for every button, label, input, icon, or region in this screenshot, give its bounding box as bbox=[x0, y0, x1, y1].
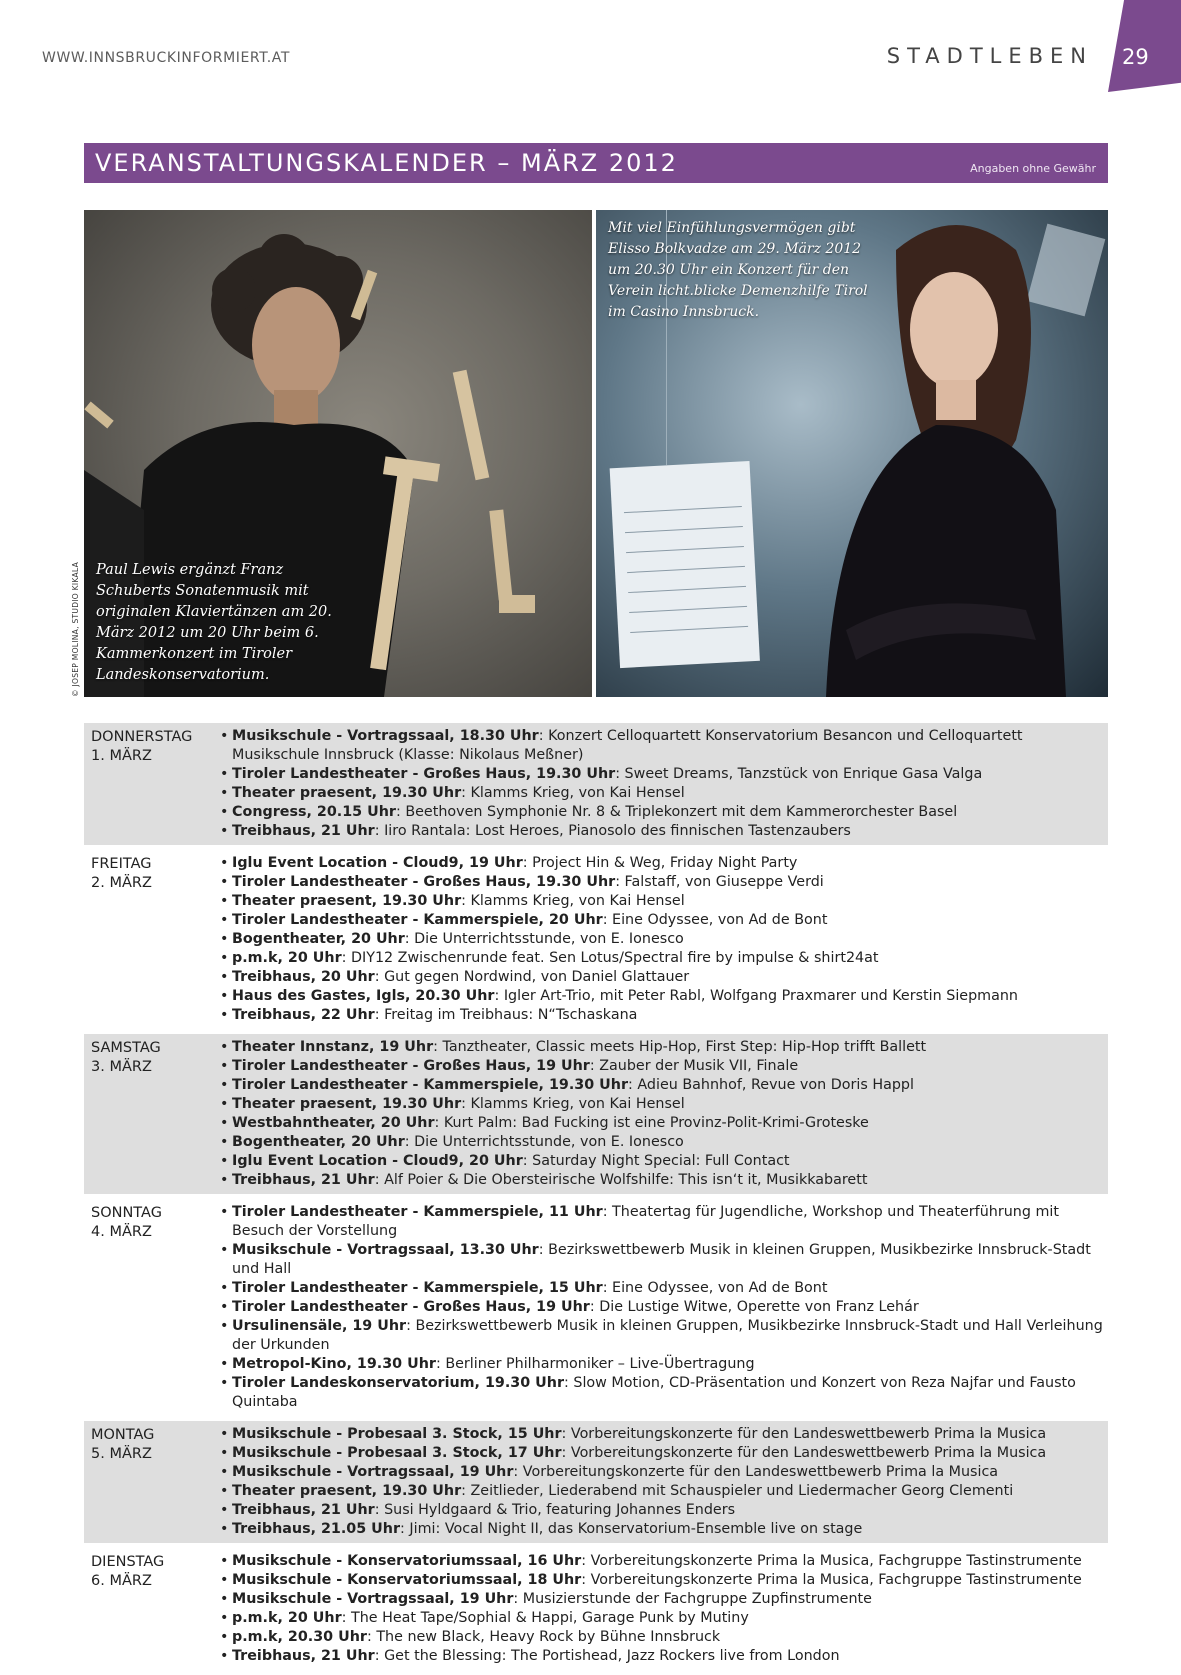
event-venue-time: Musikschule - Probesaal 3. Stock, 17 Uhr bbox=[232, 1445, 562, 1461]
event-venue-time: Musikschule - Vortragssaal, 19 Uhr bbox=[232, 1591, 514, 1607]
event-venue-time: p.m.k, 20 Uhr bbox=[232, 1610, 342, 1626]
event-venue-time: Tiroler Landestheater - Kammerspiele, 15 Uhr bbox=[232, 1280, 603, 1296]
event-description: : Susi Hyldgaard & Trio, featuring Johannes Enders bbox=[374, 1502, 736, 1518]
event-list bbox=[84, 1425, 1108, 1539]
photo-credit: © JOSEP MOLINA, STUDIO KIKALA bbox=[71, 561, 80, 697]
event-item bbox=[220, 1374, 1108, 1412]
photo-caption-right: Mit viel Einfühlungsvermögen gibt Elisso Bolkvadze am 29. März 2012 um 20.30 Uhr ein Konzert für den Verein licht.blicke Demenzhilfe Tirol im Casino Innsbruck. bbox=[608, 220, 868, 320]
event-item bbox=[220, 1590, 1108, 1609]
day-date: 1. MÄRZ bbox=[91, 748, 152, 764]
event-venue-time: Musikschule - Vortragssaal, 13.30 Uhr bbox=[232, 1242, 539, 1258]
section-title: STADTLEBEN bbox=[886, 44, 1093, 68]
event-item bbox=[220, 968, 1108, 987]
day-weekday: SAMSTAG bbox=[91, 1040, 161, 1056]
event-description: : Falstaff, von Giuseppe Verdi bbox=[615, 874, 824, 890]
event-venue-time: Theater praesent, 19.30 Uhr bbox=[232, 1096, 462, 1112]
event-description: : Iiro Rantala: Lost Heroes, Pianosolo des finnischen Tastenzaubers bbox=[374, 823, 851, 839]
day-block bbox=[84, 850, 1108, 1029]
event-venue-time: p.m.k, 20.30 Uhr bbox=[232, 1629, 367, 1645]
event-description: : Bezirkswettbewerb Musik in kleinen Gruppen, Musikbezirke Innsbruck-Stadt und Hall Verleihung der Urkunden bbox=[232, 1318, 1103, 1353]
event-item bbox=[220, 1520, 1108, 1539]
event-item bbox=[220, 1057, 1108, 1076]
event-item bbox=[220, 765, 1108, 784]
event-description: : Sweet Dreams, Tanzstück von Enrique Gasa Valga bbox=[615, 766, 983, 782]
event-item bbox=[220, 1076, 1108, 1095]
day-weekday: SONNTAG bbox=[91, 1205, 162, 1221]
photo-caption-left: Paul Lewis ergänzt Franz Schuberts Sonatenmusik mit originalen Klaviertänzen am 20. März 2012 um 20 Uhr beim 6. Kammerkonzert im Tiroler Landeskonservatorium. bbox=[96, 562, 332, 683]
event-item bbox=[220, 1133, 1108, 1152]
event-list bbox=[84, 854, 1108, 1025]
event-item bbox=[220, 1552, 1108, 1571]
event-venue-time: p.m.k, 20 Uhr bbox=[232, 950, 342, 966]
event-description: : Igler Art-Trio, mit Peter Rabl, Wolfgang Praxmarer und Kerstin Siepmann bbox=[494, 988, 1018, 1004]
event-item bbox=[220, 1609, 1108, 1628]
event-description: : Beethoven Symphonie Nr. 8 & Triplekonzert mit dem Kammerorchester Basel bbox=[395, 804, 958, 820]
day-date: 3. MÄRZ bbox=[91, 1059, 152, 1075]
event-description: : DIY12 Zwischenrunde feat. Sen Lotus/Spectral fire by impulse & shirt24at bbox=[341, 950, 879, 966]
event-venue-time: Tiroler Landestheater - Kammerspiele, 19.30 Uhr bbox=[232, 1077, 629, 1093]
day-weekday: FREITAG bbox=[91, 856, 152, 872]
event-description: : Kurt Palm: Bad Fucking ist eine Provinz-Polit-Krimi-Groteske bbox=[434, 1115, 869, 1131]
event-item bbox=[220, 1114, 1108, 1133]
day-block bbox=[84, 723, 1108, 845]
event-description: : Musizierstunde der Fachgruppe Zupfinstrumente bbox=[513, 1591, 872, 1607]
event-list bbox=[84, 727, 1108, 841]
event-venue-time: Musikschule - Vortragssaal, 19 Uhr bbox=[232, 1464, 514, 1480]
event-venue-time: Haus des Gastes, Igls, 20.30 Uhr bbox=[232, 988, 495, 1004]
day-block bbox=[84, 1199, 1108, 1416]
event-item bbox=[220, 784, 1108, 803]
event-item bbox=[220, 1501, 1108, 1520]
event-item bbox=[220, 911, 1108, 930]
event-venue-time: Tiroler Landestheater - Großes Haus, 19.30 Uhr bbox=[232, 874, 616, 890]
event-venue-time: Musikschule - Konservatoriumssaal, 18 Uhr bbox=[232, 1572, 582, 1588]
event-venue-time: Treibhaus, 21.05 Uhr bbox=[232, 1521, 401, 1537]
event-venue-time: Bogentheater, 20 Uhr bbox=[232, 1134, 405, 1150]
event-item bbox=[220, 1203, 1108, 1241]
event-item bbox=[220, 1152, 1108, 1171]
event-description: : Berliner Philharmoniker – Live-Übertragung bbox=[435, 1356, 755, 1372]
day-date: 5. MÄRZ bbox=[91, 1446, 152, 1462]
event-venue-time: Iglu Event Location - Cloud9, 19 Uhr bbox=[232, 855, 523, 871]
event-venue-time: Treibhaus, 20 Uhr bbox=[232, 969, 375, 985]
site-url: WWW.INNSBRUCKINFORMIERT.AT bbox=[42, 50, 291, 66]
event-description: : Vorbereitungskonzerte Prima la Musica, Fachgruppe Tastinstrumente bbox=[581, 1572, 1082, 1588]
event-item bbox=[220, 1355, 1108, 1374]
event-venue-time: Theater Innstanz, 19 Uhr bbox=[232, 1039, 434, 1055]
event-item bbox=[220, 1482, 1108, 1501]
day-date: 2. MÄRZ bbox=[91, 875, 152, 891]
event-item bbox=[220, 1425, 1108, 1444]
event-item bbox=[220, 1171, 1108, 1190]
event-item bbox=[220, 1241, 1108, 1279]
event-list bbox=[84, 1203, 1108, 1412]
event-item bbox=[220, 1647, 1108, 1666]
calendar-banner bbox=[84, 143, 1108, 183]
event-item bbox=[220, 822, 1108, 841]
event-description: : Vorbereitungskonzerte für den Landeswettbewerb Prima la Musica bbox=[513, 1464, 999, 1480]
day-label bbox=[91, 1204, 211, 1242]
event-venue-time: Treibhaus, 21 Uhr bbox=[232, 1502, 375, 1518]
event-description: : The Heat Tape/Sophial & Happi, Garage Punk by Mutiny bbox=[341, 1610, 749, 1626]
event-description: : Theatertag für Jugendliche, Workshop und Theaterführung mit Besuch der Vorstellung bbox=[232, 1204, 1059, 1239]
event-description: : Die Unterrichtsstunde, von E. Ionesco bbox=[404, 1134, 684, 1150]
event-item bbox=[220, 949, 1108, 968]
event-item bbox=[220, 1463, 1108, 1482]
day-date: 6. MÄRZ bbox=[91, 1573, 152, 1589]
event-description: : Saturday Night Special: Full Contact bbox=[522, 1153, 790, 1169]
event-description: : Slow Motion, CD-Präsentation und Konzert von Reza Najfar und Fausto Quintaba bbox=[232, 1375, 1076, 1410]
event-description: : Die Lustige Witwe, Operette von Franz Lehár bbox=[589, 1299, 919, 1315]
event-description: : Konzert Celloquartett Konservatorium Besancon und Celloquartett Musikschule Innsbruck (Klasse: Nikolaus Meßner) bbox=[232, 728, 1023, 763]
event-venue-time: Theater praesent, 19.30 Uhr bbox=[232, 893, 462, 909]
day-weekday: MONTAG bbox=[91, 1427, 155, 1443]
photo-elisso-bolkvadze bbox=[596, 210, 1108, 697]
event-venue-time: Treibhaus, 22 Uhr bbox=[232, 1007, 375, 1023]
event-item bbox=[220, 1038, 1108, 1057]
event-description: : Die Unterrichtsstunde, von E. Ionesco bbox=[404, 931, 684, 947]
event-description: : Get the Blessing: The Portishead, Jazz Rockers live from London bbox=[374, 1648, 840, 1664]
event-description: : Vorbereitungskonzerte Prima la Musica, Fachgruppe Tastinstrumente bbox=[581, 1553, 1082, 1569]
event-description: : Alf Poier & Die Obersteirische Wolfshilfe: This isn‘t it, Musikkabarett bbox=[374, 1172, 868, 1188]
event-description: : Freitag im Treibhaus: N“Tschaskana bbox=[374, 1007, 638, 1023]
day-label bbox=[91, 855, 211, 893]
event-description: : Tanztheater, Classic meets Hip-Hop, First Step: Hip-Hop trifft Ballett bbox=[433, 1039, 927, 1055]
event-venue-time: Treibhaus, 21 Uhr bbox=[232, 1172, 375, 1188]
day-label bbox=[91, 1426, 211, 1464]
event-item bbox=[220, 854, 1108, 873]
event-list bbox=[84, 1038, 1108, 1190]
event-description: : Zeitlieder, Liederabend mit Schauspieler und Liedermacher Georg Clementi bbox=[461, 1483, 1014, 1499]
event-item bbox=[220, 1095, 1108, 1114]
event-item bbox=[220, 1279, 1108, 1298]
event-item bbox=[220, 727, 1108, 765]
event-venue-time: Tiroler Landestheater - Kammerspiele, 20 Uhr bbox=[232, 912, 603, 928]
event-item bbox=[220, 803, 1108, 822]
event-venue-time: Musikschule - Probesaal 3. Stock, 15 Uhr bbox=[232, 1426, 562, 1442]
event-venue-time: Musikschule - Vortragssaal, 18.30 Uhr bbox=[232, 728, 539, 744]
photo-paul-lewis bbox=[84, 210, 592, 697]
event-item bbox=[220, 1444, 1108, 1463]
event-venue-time: Tiroler Landestheater - Großes Haus, 19 Uhr bbox=[232, 1058, 590, 1074]
event-item bbox=[220, 930, 1108, 949]
event-item bbox=[220, 873, 1108, 892]
event-venue-time: Metropol-Kino, 19.30 Uhr bbox=[232, 1356, 436, 1372]
banner-disclaimer: Angaben ohne Gewähr bbox=[970, 162, 1096, 175]
event-description: : Adieu Bahnhof, Revue von Doris Happl bbox=[628, 1077, 914, 1093]
event-venue-time: Ursulinensäle, 19 Uhr bbox=[232, 1318, 407, 1334]
event-calendar bbox=[84, 723, 1108, 1675]
day-block bbox=[84, 1421, 1108, 1543]
event-description: : Vorbereitungskonzerte für den Landeswettbewerb Prima la Musica bbox=[561, 1426, 1047, 1442]
day-label bbox=[91, 1039, 211, 1077]
event-list bbox=[84, 1552, 1108, 1666]
event-description: : Zauber der Musik VII, Finale bbox=[589, 1058, 799, 1074]
event-venue-time: Tiroler Landestheater - Großes Haus, 19 Uhr bbox=[232, 1299, 590, 1315]
day-weekday: DIENSTAG bbox=[91, 1554, 165, 1570]
event-venue-time: Theater praesent, 19.30 Uhr bbox=[232, 1483, 462, 1499]
event-description: : Vorbereitungskonzerte für den Landeswettbewerb Prima la Musica bbox=[561, 1445, 1047, 1461]
event-description: : Eine Odyssee, von Ad de Bont bbox=[602, 1280, 828, 1296]
event-description: : Klamms Krieg, von Kai Hensel bbox=[461, 893, 685, 909]
page-number: 29 bbox=[1122, 45, 1149, 69]
event-item bbox=[220, 1317, 1108, 1355]
day-block bbox=[84, 1548, 1108, 1670]
day-label bbox=[91, 728, 211, 766]
event-description: : The new Black, Heavy Rock by Bühne Innsbruck bbox=[366, 1629, 721, 1645]
event-venue-time: Tiroler Landeskonservatorium, 19.30 Uhr bbox=[232, 1375, 565, 1391]
event-item bbox=[220, 1571, 1108, 1590]
event-venue-time: Congress, 20.15 Uhr bbox=[232, 804, 396, 820]
event-description: : Eine Odyssee, von Ad de Bont bbox=[602, 912, 828, 928]
event-venue-time: Treibhaus, 21 Uhr bbox=[232, 823, 375, 839]
day-date: 4. MÄRZ bbox=[91, 1224, 152, 1240]
banner-title: VERANSTALTUNGSKALENDER – MÄRZ 2012 bbox=[95, 149, 678, 177]
event-item bbox=[220, 1006, 1108, 1025]
event-venue-time: Tiroler Landestheater - Kammerspiele, 11 Uhr bbox=[232, 1204, 603, 1220]
event-venue-time: Tiroler Landestheater - Großes Haus, 19.30 Uhr bbox=[232, 766, 616, 782]
event-venue-time: Bogentheater, 20 Uhr bbox=[232, 931, 405, 947]
event-description: : Klamms Krieg, von Kai Hensel bbox=[461, 1096, 685, 1112]
event-description: : Project Hin & Weg, Friday Night Party bbox=[522, 855, 798, 871]
event-item bbox=[220, 1298, 1108, 1317]
event-venue-time: Musikschule - Konservatoriumssaal, 16 Uhr bbox=[232, 1553, 582, 1569]
event-venue-time: Treibhaus, 21 Uhr bbox=[232, 1648, 375, 1664]
event-description: : Klamms Krieg, von Kai Hensel bbox=[461, 785, 685, 801]
event-item bbox=[220, 892, 1108, 911]
event-venue-time: Theater praesent, 19.30 Uhr bbox=[232, 785, 462, 801]
event-description: : Jimi: Vocal Night II, das Konservatorium-Ensemble live on stage bbox=[400, 1521, 863, 1537]
event-description: : Bezirkswettbewerb Musik in kleinen Gruppen, Musikbezirke Innsbruck-Stadt und Hall bbox=[232, 1242, 1091, 1277]
day-label bbox=[91, 1553, 211, 1591]
event-venue-time: Iglu Event Location - Cloud9, 20 Uhr bbox=[232, 1153, 523, 1169]
event-description: : Gut gegen Nordwind, von Daniel Glattauer bbox=[374, 969, 690, 985]
day-weekday: DONNERSTAG bbox=[91, 729, 193, 745]
event-item bbox=[220, 987, 1108, 1006]
event-item bbox=[220, 1628, 1108, 1647]
day-block bbox=[84, 1034, 1108, 1194]
event-venue-time: Westbahntheater, 20 Uhr bbox=[232, 1115, 435, 1131]
